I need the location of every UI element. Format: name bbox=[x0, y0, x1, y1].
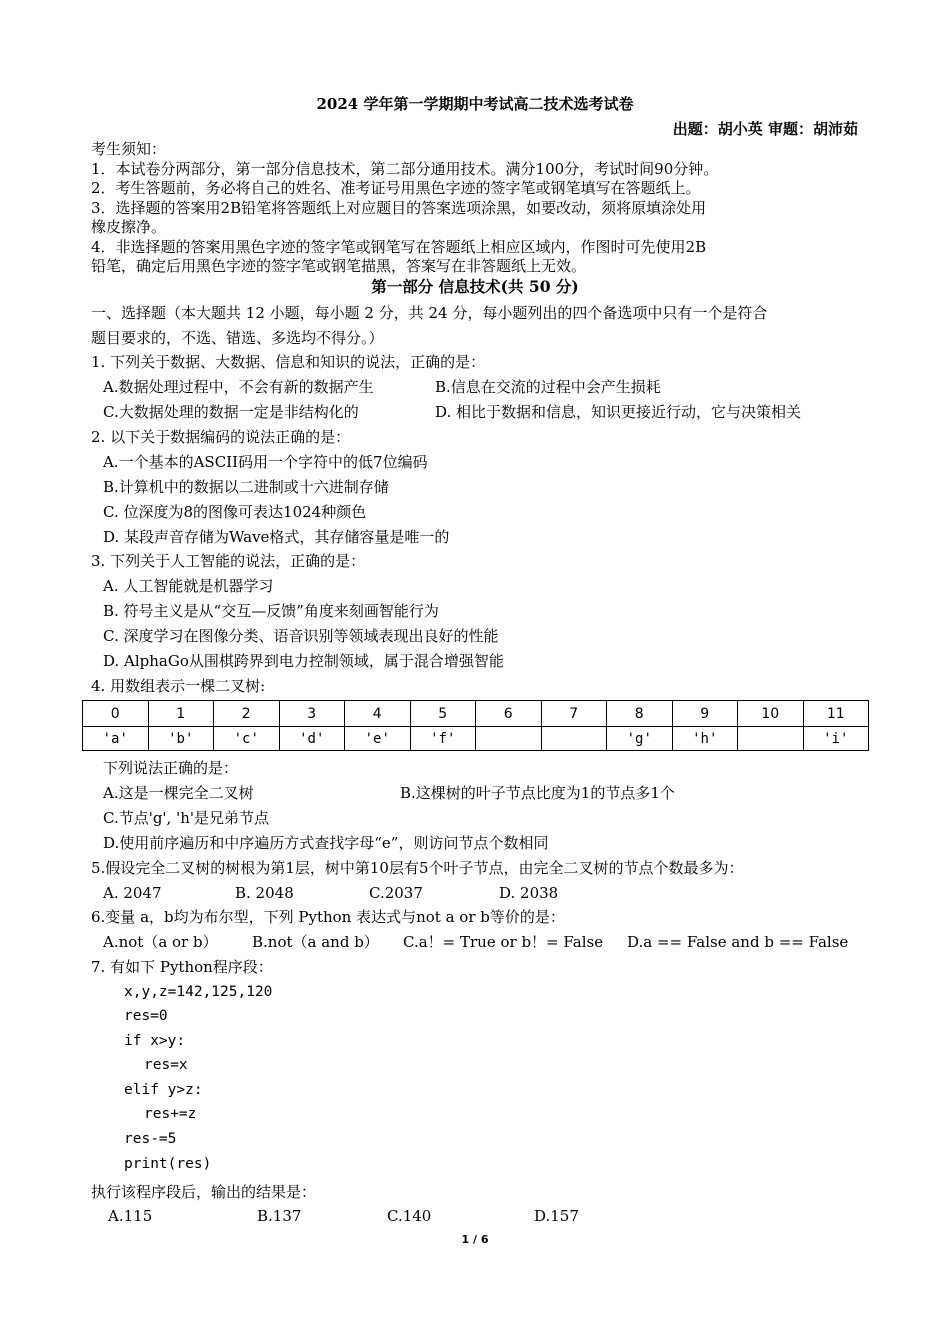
question-6-option-d: D.a == False and b == False bbox=[627, 933, 849, 951]
question-5-option-c: C.2037 bbox=[369, 884, 423, 902]
code-line: res+=z bbox=[144, 1106, 197, 1122]
question-5-option-a: A. 2047 bbox=[103, 884, 162, 902]
question-2-option-d: D. 某段声音存储为Wave格式，其存储容量是唯一的 bbox=[103, 528, 450, 546]
array-index-cell: 3 bbox=[279, 701, 345, 727]
question-7-option-b: B.137 bbox=[257, 1207, 302, 1225]
question-1-option-d: D. 相比于数据和信息，知识更接近行动，它与决策相关 bbox=[435, 403, 802, 421]
question-4-option-d: D.使用前序遍历和中序遍历方式查找字母“e”，则访问节点个数相同 bbox=[103, 834, 549, 852]
array-value-cell: 'c' bbox=[214, 727, 280, 751]
array-index-row bbox=[83, 701, 869, 727]
authors-line: 出题：胡小英 审题：胡沛茹 bbox=[672, 120, 858, 138]
array-value-cell: 'd' bbox=[279, 727, 345, 751]
array-index-cell: 9 bbox=[672, 701, 738, 727]
question-4-option-a: A.这是一棵完全二叉树 bbox=[103, 784, 254, 802]
question-2-stem: 2. 以下关于数据编码的说法正确的是： bbox=[91, 428, 351, 446]
question-3-option-b: B. 符号主义是从“交互—反馈”角度来刻画智能行为 bbox=[103, 602, 439, 620]
notice-line: 4．非选择题的答案用黑色字迹的签字笔或钢笔写在答题纸上相应区域内，作图时可先使用2B bbox=[91, 238, 707, 256]
array-value-cell: 'b' bbox=[148, 727, 214, 751]
notice-line: 1．本试卷分两部分，第一部分信息技术，第二部分通用技术。满分100分，考试时间90分钟。 bbox=[91, 160, 719, 178]
array-value-cell bbox=[541, 727, 607, 751]
question-4-option-b: B.这棵树的叶子节点比度为1的节点多1个 bbox=[400, 784, 675, 802]
array-index-cell: 4 bbox=[345, 701, 411, 727]
array-value-cell: 'e' bbox=[345, 727, 411, 751]
question-3-option-c: C. 深度学习在图像分类、语音识别等领域表现出良好的性能 bbox=[103, 627, 499, 645]
array-index-cell: 5 bbox=[410, 701, 476, 727]
array-value-cell: 'f' bbox=[410, 727, 476, 751]
section-title: 第一部分 信息技术(共 50 分) bbox=[371, 277, 579, 296]
question-6-option-b: B.not（a and b） bbox=[252, 933, 379, 951]
notice-line: 2．考生答题前，务必将自己的姓名、准考证号用黑色字迹的签字笔或钢笔填写在答题纸上。 bbox=[91, 179, 701, 197]
code-line: res=x bbox=[144, 1057, 188, 1073]
notice-line: 橡皮擦净。 bbox=[91, 218, 167, 236]
question-7-option-d: D.157 bbox=[534, 1207, 579, 1225]
question-1-option-a: A.数据处理过程中，不会有新的数据产生 bbox=[103, 378, 374, 396]
array-value-cell: 'i' bbox=[803, 727, 869, 751]
array-value-cell bbox=[738, 727, 804, 751]
question-1-option-c: C.大数据处理的数据一定是非结构化的 bbox=[103, 403, 359, 421]
code-line: if x>y: bbox=[124, 1033, 186, 1049]
question-3-option-a: A. 人工智能就是机器学习 bbox=[103, 577, 274, 595]
instructions-line: 题目要求的，不选、错选、多选均不得分。） bbox=[91, 329, 384, 347]
question-2-option-a: A.一个基本的ASCII码用一个字符中的低7位编码 bbox=[103, 453, 428, 471]
question-4-stem: 4. 用数组表示一棵二叉树: bbox=[91, 677, 266, 695]
question-7-prompt: 执行该程序段后，输出的结果是： bbox=[91, 1183, 317, 1201]
binary-tree-array-table bbox=[82, 700, 869, 751]
question-6-option-c: C.a！= True or b！= False bbox=[403, 933, 604, 951]
array-index-cell: 10 bbox=[738, 701, 804, 727]
question-4-substem: 下列说法正确的是： bbox=[103, 759, 239, 777]
page-number: 1 / 6 bbox=[461, 1233, 489, 1246]
question-2-option-b: B.计算机中的数据以二进制或十六进制存储 bbox=[103, 478, 389, 496]
instructions-line: 一、选择题（本大题共 12 小题，每小题 2 分，共 24 分，每小题列出的四个备选项中只有一个是符合 bbox=[91, 304, 768, 322]
question-5-stem: 5.假设完全二叉树的树根为第1层，树中第10层有5个叶子节点，由完全二叉树的节点个数最多为： bbox=[91, 859, 744, 877]
question-1-stem: 1. 下列关于数据、大数据、信息和知识的说法，正确的是： bbox=[91, 353, 486, 371]
question-6-option-a: A.not（a or b） bbox=[103, 933, 218, 951]
question-2-option-c: C. 位深度为8的图像可表达1024种颜色 bbox=[103, 503, 367, 521]
array-value-cell: 'g' bbox=[607, 727, 673, 751]
array-index-cell: 7 bbox=[541, 701, 607, 727]
question-1-option-b: B.信息在交流的过程中会产生损耗 bbox=[435, 378, 661, 396]
array-index-cell: 8 bbox=[607, 701, 673, 727]
question-7-option-c: C.140 bbox=[387, 1207, 432, 1225]
notice-line: 3．选择题的答案用2B铅笔将答题纸上对应题目的答案选项涂黑，如要改动，须将原填涂处用 bbox=[91, 199, 707, 217]
array-value-row bbox=[83, 727, 869, 751]
question-5-option-d: D. 2038 bbox=[499, 884, 559, 902]
array-value-cell bbox=[476, 727, 542, 751]
question-7-option-a: A.115 bbox=[108, 1207, 153, 1225]
array-index-cell: 11 bbox=[803, 701, 869, 727]
question-3-stem: 3. 下列关于人工智能的说法，正确的是： bbox=[91, 552, 366, 570]
question-7-stem: 7. 有如下 Python程序段： bbox=[91, 958, 273, 976]
question-3-option-d: D. AlphaGo从围棋跨界到电力控制领域，属于混合增强智能 bbox=[103, 652, 504, 670]
array-value-cell: 'a' bbox=[83, 727, 149, 751]
notice-heading: 考生须知： bbox=[91, 140, 167, 158]
array-index-cell: 0 bbox=[83, 701, 149, 727]
code-line: x,y,z=142,125,120 bbox=[124, 984, 273, 1000]
notice-line: 铅笔，确定后用黑色字迹的签字笔或钢笔描黑，答案写在非答题纸上无效。 bbox=[91, 257, 587, 275]
array-index-cell: 6 bbox=[476, 701, 542, 727]
code-line: print(res) bbox=[124, 1156, 212, 1172]
array-index-cell: 1 bbox=[148, 701, 214, 727]
array-index-cell: 2 bbox=[214, 701, 280, 727]
code-line: res-=5 bbox=[124, 1131, 177, 1147]
array-value-cell: 'h' bbox=[672, 727, 738, 751]
question-4-option-c: C.节点'g', 'h'是兄弟节点 bbox=[103, 809, 270, 827]
page-title: 2024 学年第一学期期中考试高二技术选考试卷 bbox=[316, 95, 634, 113]
question-5-option-b: B. 2048 bbox=[235, 884, 294, 902]
code-line: elif y>z: bbox=[124, 1082, 203, 1098]
question-6-stem: 6.变量 a，b均为布尔型，下列 Python 表达式与not a or b等价的是： bbox=[91, 908, 565, 926]
code-line: res=0 bbox=[124, 1008, 168, 1024]
